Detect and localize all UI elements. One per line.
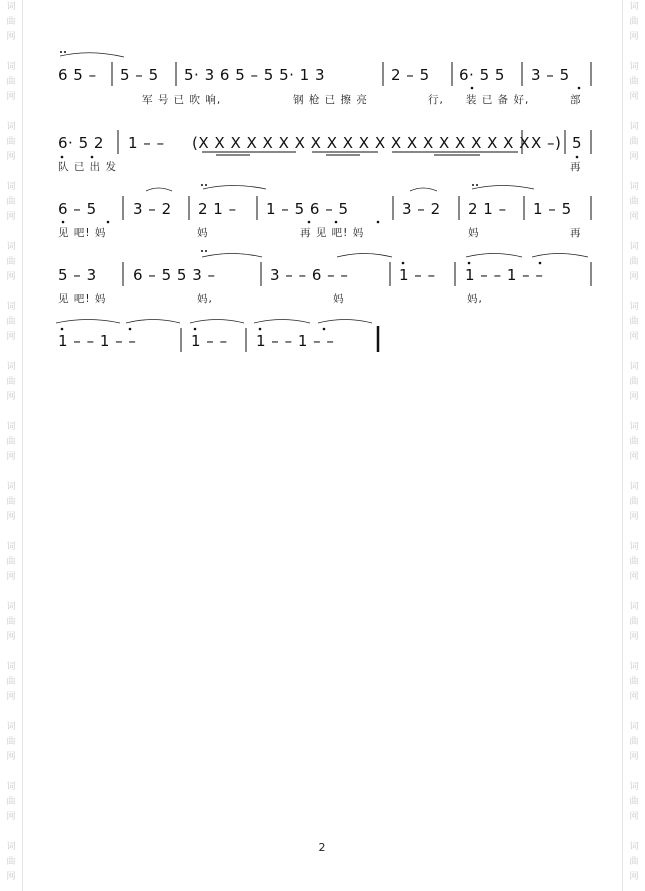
slur <box>190 320 244 324</box>
watermark-text: 词 曲 网 <box>6 542 16 582</box>
watermark-text: 词 曲 网 <box>629 242 639 282</box>
octave-dot <box>539 262 542 265</box>
measure-notes: 3 – – 6 – – <box>270 266 349 284</box>
score-row-5 <box>56 320 378 353</box>
watermark-text: 词 曲 网 <box>629 662 639 702</box>
measure-notes: X –) <box>531 134 562 152</box>
measure-notes: 5 <box>572 134 583 152</box>
watermark-text: 词 曲 网 <box>6 602 16 642</box>
watermark-text: 词 曲 网 <box>6 662 16 702</box>
watermark-text: 词 曲 网 <box>6 242 16 282</box>
watermark-text: 词 曲 网 <box>629 122 639 162</box>
slur <box>472 186 534 190</box>
lyric-line: 妈, <box>197 293 213 305</box>
grace-mark <box>472 184 474 186</box>
octave-dot <box>259 328 262 331</box>
watermark-text: 词 曲 网 <box>629 722 639 762</box>
watermark-text: 词 曲 网 <box>629 182 639 222</box>
measure-notes: 5 – 3 <box>58 266 97 284</box>
octave-dot <box>194 328 197 331</box>
octave-dot <box>471 87 474 90</box>
grace-mark <box>60 51 62 53</box>
measure-notes: 3 – 2 <box>402 200 441 218</box>
watermark-text: 词 曲 网 <box>6 302 16 342</box>
octave-dot <box>91 156 94 159</box>
octave-dot <box>402 262 405 265</box>
watermark-text: 词 曲 网 <box>629 482 639 522</box>
slur <box>318 320 372 324</box>
octave-dot <box>62 221 65 224</box>
lyric-line: 队 已 出 发 <box>58 161 118 173</box>
lyric-line: 妈 <box>333 293 345 305</box>
slur <box>410 188 437 191</box>
grace-mark <box>476 184 478 186</box>
watermark-text: 词 曲 网 <box>629 62 639 102</box>
octave-dot <box>129 328 132 331</box>
octave-dot <box>377 221 380 224</box>
measure-notes: 2 – 5 <box>391 66 430 84</box>
lyric-line: 部 <box>570 94 582 106</box>
grace-mark <box>201 184 203 186</box>
measure-notes: 3 – 2 <box>133 200 172 218</box>
slur <box>337 254 392 258</box>
lyric-line: 见 吧! 妈 <box>58 227 107 239</box>
measure-notes: 2 1 – <box>198 200 237 218</box>
octave-dot <box>576 156 579 159</box>
slur <box>146 188 172 191</box>
score-row-3 <box>58 184 591 239</box>
slur <box>532 254 588 258</box>
watermark-text: 词 曲 网 <box>6 62 16 102</box>
watermark-text: 词 曲 网 <box>6 362 16 402</box>
measure-notes: 6· 5 2 <box>58 134 104 152</box>
grace-mark <box>205 250 207 252</box>
lyric-line: 再 见 吧! 妈 <box>300 227 365 239</box>
measure-notes: 6· 5 5 <box>459 66 505 84</box>
octave-dot <box>61 328 64 331</box>
slur <box>56 320 120 324</box>
lyric-line: 装 已 备 好, <box>466 94 530 106</box>
octave-dot <box>107 221 110 224</box>
watermark-text: 词 曲 网 <box>6 722 16 762</box>
watermark-text: 词 曲 网 <box>629 602 639 642</box>
octave-dot <box>335 221 338 224</box>
lyric-line: 再 <box>570 161 582 173</box>
score-row-4 <box>58 250 591 305</box>
grace-mark <box>205 184 207 186</box>
slur <box>203 186 266 190</box>
watermark-text: 词 曲 网 <box>629 842 639 882</box>
watermark-text: 词 曲 网 <box>629 2 639 42</box>
measure-notes: 2 1 – <box>468 200 507 218</box>
measure-notes: 5· 3 6 5 – 5 5· 1 3 <box>184 66 326 84</box>
measure-notes: 6 – 5 5 3 – <box>133 266 216 284</box>
watermark-text: 词 曲 网 <box>629 782 639 822</box>
score-row-1 <box>58 51 591 106</box>
measure-notes: 6 5 – <box>58 66 97 84</box>
watermark-text: 词 曲 网 <box>6 842 16 882</box>
watermark-text: 词 曲 网 <box>6 422 16 462</box>
slur <box>254 320 310 324</box>
measure-notes: 1 – 5 <box>533 200 572 218</box>
octave-dot <box>308 221 311 224</box>
octave-dot <box>578 87 581 90</box>
lyric-line: 再 <box>570 227 582 239</box>
watermark-text: 词 曲 网 <box>629 302 639 342</box>
lyric-line: 钢 枪 已 擦 亮 <box>293 94 368 106</box>
watermark-text: 词 曲 网 <box>629 362 639 402</box>
slur <box>466 254 522 258</box>
measure-notes: 6 – 5 <box>58 200 97 218</box>
measure-notes: 1 – – 1 – – <box>58 332 137 350</box>
measure-notes: 1 – – 1 – – <box>256 332 335 350</box>
octave-dot <box>468 262 471 265</box>
measure-notes: 3 – 5 <box>531 66 570 84</box>
watermark-text: 词 曲 网 <box>629 422 639 462</box>
measure-notes: 1 – – 1 – – <box>465 266 544 284</box>
measure-notes: 1 – – <box>399 266 436 284</box>
watermark-text: 词 曲 网 <box>6 182 16 222</box>
lyric-line: 见 吧! 妈 <box>58 293 107 305</box>
slur <box>126 320 180 324</box>
page-number: 2 <box>318 841 326 854</box>
measure-notes: (X X X X X X X X X X X X X X X X X X X X X <box>192 134 531 152</box>
octave-dot <box>323 328 326 331</box>
score-row-2 <box>58 130 591 173</box>
measure-notes: 1 – 5 6 – 5 <box>266 200 349 218</box>
lyric-line: 妈 <box>468 227 480 239</box>
measure-notes: 5 – 5 <box>120 66 159 84</box>
octave-dot <box>61 156 64 159</box>
lyric-line: 妈 <box>197 227 209 239</box>
grace-mark <box>201 250 203 252</box>
measure-notes: 1 – – <box>128 134 165 152</box>
watermark-text: 词 曲 网 <box>6 122 16 162</box>
watermark-text: 词 曲 网 <box>6 2 16 42</box>
lyric-line: 行, <box>428 94 444 106</box>
watermark-text: 词 曲 网 <box>6 782 16 822</box>
measure-notes: 1 – – <box>191 332 228 350</box>
lyric-line: 妈, <box>467 293 483 305</box>
watermark-text: 词 曲 网 <box>629 542 639 582</box>
watermark-text: 词 曲 网 <box>6 482 16 522</box>
lyric-line: 军 号 已 吹 响, <box>142 94 222 106</box>
slur <box>202 254 262 258</box>
slur <box>60 53 124 57</box>
grace-mark <box>64 51 66 53</box>
